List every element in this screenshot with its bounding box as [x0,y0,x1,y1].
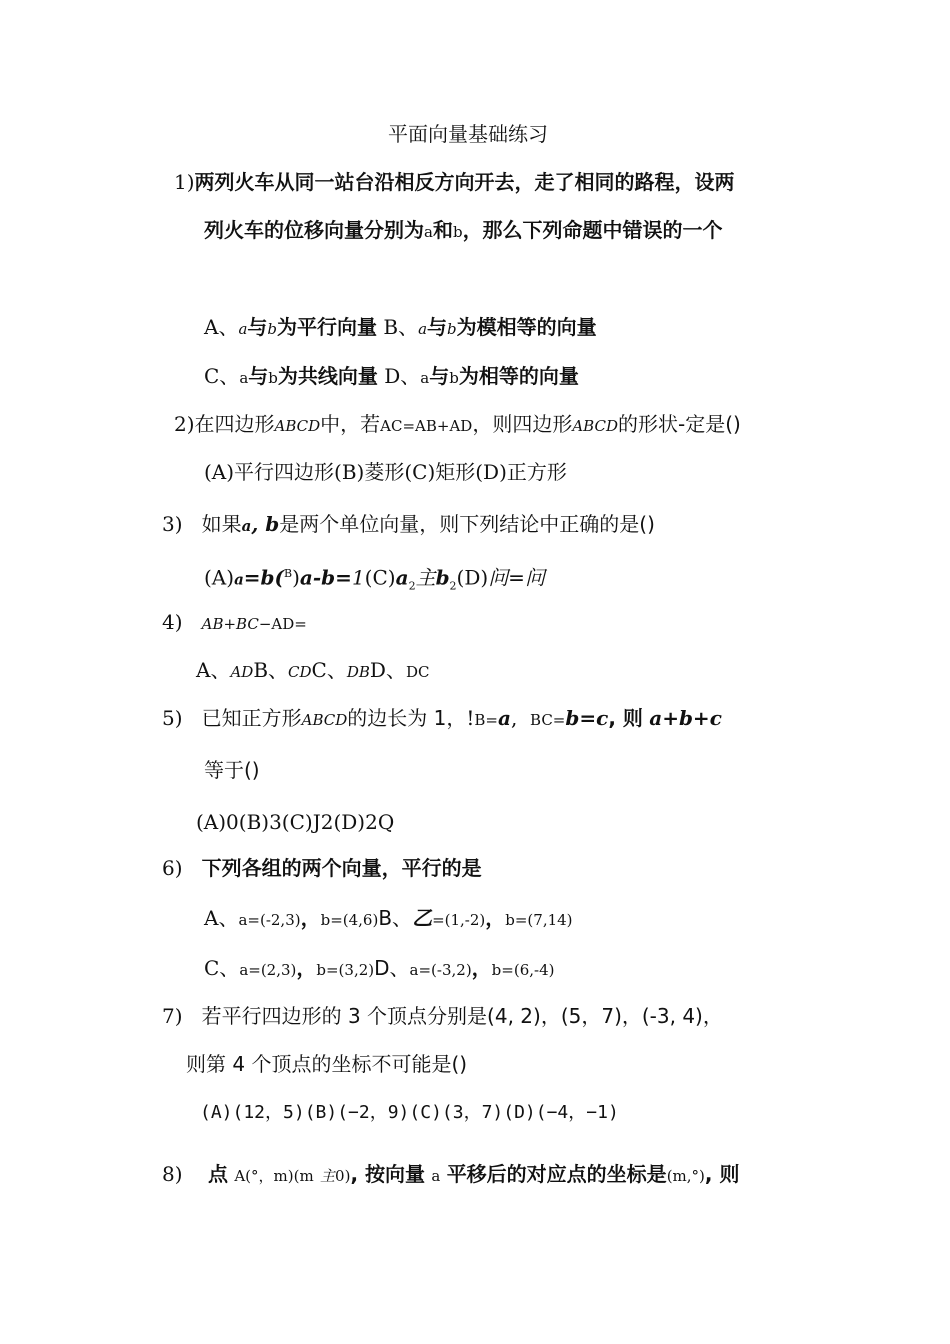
math-term: ) [292,565,300,590]
question-2 [174,410,741,440]
question-text: 如果 [201,512,242,536]
question-text: , 按向量 [350,1162,426,1186]
option-label: B [284,567,293,580]
question-text: 和 [432,218,453,242]
option-label: D、 [369,658,406,682]
question-text: 列火车的位移向量分别为 [204,218,424,242]
vector-symbol: a [424,223,433,241]
question-number: 6) [162,856,183,880]
option-label: (C) [364,565,396,590]
math-term: , b [251,512,280,536]
math-term: A(°，m)(m [234,1167,314,1185]
math-term: 2 [449,579,457,593]
question-1-options-ab [204,313,597,343]
question-3-options [204,560,545,601]
math-term: 主 [320,1167,336,1185]
vector-symbol: a [431,1167,441,1185]
math-term: a-b= [299,565,352,590]
question-6-options-cd [204,954,554,984]
option-label: C、 [311,658,347,682]
math-term: AB+BC [201,615,259,633]
question-4 [162,608,307,638]
math-term: 乙 [412,906,433,930]
math-term: a [395,565,409,590]
question-number: 3) [162,512,183,536]
vector-symbol: a [418,320,428,338]
option-label: A、 [204,906,239,930]
vector-symbol: b [267,320,278,338]
math-term: (m,°) [666,1167,705,1185]
option-label: A、 [196,658,231,682]
option-label: A、 [204,315,239,339]
question-7-line-2: 则第 4 个顶点的坐标不可能是() [186,1052,468,1076]
math-term: a [234,570,244,589]
question-number: 5) [162,706,183,730]
vector-symbol: b [268,369,278,387]
option-text: 与 [427,315,448,339]
question-text: 是两个单位向量，则下列结论中正确的是() [279,512,655,536]
question-number: 8) [162,1162,183,1186]
option-text: 为相等的向量 [458,364,579,388]
option-text: 与 [248,364,269,388]
option-label: B、 [383,315,419,339]
question-text: 下列各组的两个向量，平行的是 [201,856,482,880]
question-7-options: (A)(12，5)(B)(−2，9)(C)(3，7)(D)(−4，−1) [200,1102,619,1123]
math-term: BC= [530,711,566,729]
math-term: b=(6,-4) [491,961,555,979]
math-term: AD [230,663,254,681]
question-number: 1) [174,170,195,194]
option-text: 与 [247,315,268,339]
math-term: a=(-2,3) [238,911,301,929]
question-text: 中，若 [320,412,381,436]
math-term: ABCD [301,711,348,729]
vector-symbol: b [447,320,457,338]
question-7 [162,1002,723,1030]
question-text: ，那么下列命题中错误的一个 [462,218,723,242]
math-term: DC [405,663,430,681]
question-6-options-ab [204,904,573,934]
question-text: 两列火车从同一站台沿相反方向开去，走了相同的路程，设两 [194,170,735,194]
question-text: 的边长为 1， [347,706,467,730]
vector-symbol: a [420,369,430,387]
math-term: CD [288,663,312,681]
math-term: AC=AB+AD [380,417,473,435]
vector-symbol: b [449,369,459,387]
math-term: DB [346,663,370,681]
math-term: −AD= [258,615,307,633]
math-term: ! [466,706,475,730]
question-text: 若平行四边形的 3 个顶点分别是(4, 2)，(5，7)，(-3, 4)， [201,1004,723,1028]
option-text: 为模相等的向量 [456,315,597,339]
option-label: (D) [456,565,489,590]
math-term: a+b+c [649,706,722,730]
option-text: 为平行向量 [277,315,378,339]
math-term: ABCD [572,417,618,435]
option-text: ， [296,956,317,980]
question-number: 2) [174,412,195,436]
option-label: B、 [378,906,413,930]
question-text: 已知正方形 [201,706,302,730]
page-title: 平面向量基础练习 [388,122,548,146]
option-text: ， [300,906,321,930]
math-term: =(1,-2) [432,911,486,929]
question-text: , 则 [704,1162,740,1186]
math-term: a=(2,3) [239,961,297,979]
question-6 [162,854,482,882]
math-term: 1 [351,565,365,590]
math-term: 2 [408,579,416,593]
question-1-line-2 [204,216,723,246]
math-term: a [241,517,252,535]
math-term: b=(4,6) [320,911,379,929]
question-number: 4) [162,610,183,634]
question-5-options: (A)0(B)3(C)J2(D)2Q [196,810,395,834]
math-term: b=(7,14) [505,911,573,929]
option-text: ， [485,906,506,930]
question-text: 在四边形 [194,412,275,436]
option-text: 与 [429,364,450,388]
option-label: C、 [204,364,240,388]
option-label: C、 [204,956,240,980]
question-2-options: (A)平行四边形(B)菱形(C)矩形(D)正方形 [204,460,567,484]
vector-symbol: a [239,369,249,387]
question-5-line-2: 等于() [204,758,260,782]
question-text: 的形状-定是() [617,412,741,436]
question-text: ，则四边形 [472,412,573,436]
question-number: 7) [162,1004,183,1028]
question-8 [162,1160,739,1190]
math-term: B= [474,711,498,729]
option-text: 为共线向量 [277,364,378,388]
option-label: B、 [253,658,289,682]
option-text: ， [471,956,492,980]
question-text: 平移后的对应点的坐标是 [446,1162,667,1186]
question-4-options [196,656,429,686]
option-label: D、 [384,364,421,388]
math-term: , [510,706,518,730]
math-term: b [435,565,450,590]
option-label: D、 [374,956,410,980]
option-label: (A) [204,565,235,590]
math-term: a [497,706,511,730]
question-1-line-1 [174,168,735,196]
math-term: b=(3,2) [316,961,375,979]
vector-symbol: b [452,223,463,241]
math-term: a=(-3,2) [409,961,472,979]
question-text: 点 [207,1162,228,1186]
math-term: =b( [243,565,285,590]
question-3 [162,510,655,540]
math-term: 问=问 [488,565,545,590]
math-term: ABCD [274,417,321,435]
question-5 [162,704,722,734]
question-text: , 则 [608,706,643,730]
math-term: 主 [415,565,436,590]
math-term: b=c [565,706,609,730]
vector-symbol: a [238,320,248,338]
math-term: 0) [335,1167,351,1185]
question-1-options-cd [204,362,579,392]
